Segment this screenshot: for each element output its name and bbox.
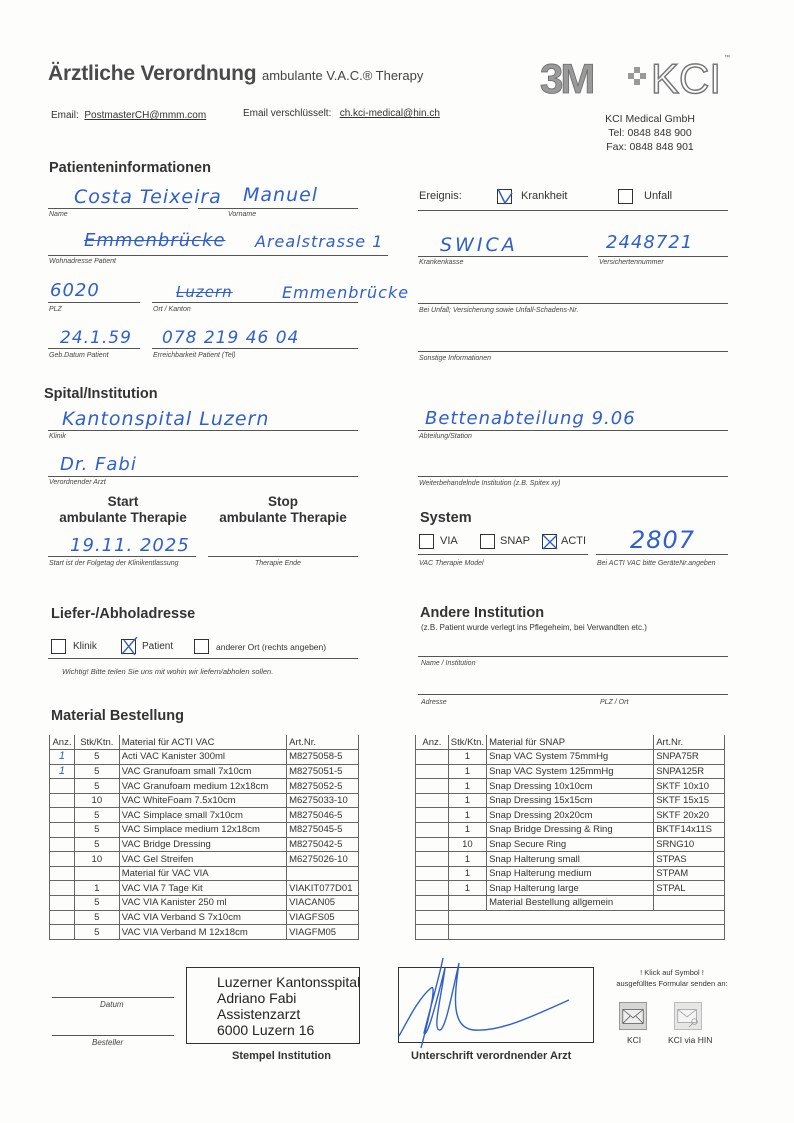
snap-table-row (416, 866, 725, 881)
3m-kci-logo-icon (538, 55, 738, 99)
patient-name-label: Name (49, 211, 68, 218)
patient-ort-label: Ort / Kanton (153, 306, 191, 313)
stop-title-line2: ambulante Therapie (219, 510, 347, 525)
form-title-main: Ärztliche Verordnung (48, 62, 257, 85)
article-number: VIAKIT077D01 (287, 881, 359, 896)
snap-table-row (416, 896, 725, 911)
send-note-1: ! Klick auf Symbol ! (640, 968, 704, 977)
patient-section-title: Patienteninformationen (49, 160, 211, 176)
patient-plz-label: PLZ (49, 306, 62, 313)
institution-section-title: Spital/Institution (44, 386, 158, 402)
material-name: VAC VIA Verband M 12x18cm (119, 925, 286, 940)
material-name: VAC WhiteFoam 7.5x10cm (119, 793, 286, 808)
material-name: VAC Simplace small 7x10cm (119, 808, 286, 823)
quantity-input[interactable] (416, 866, 449, 881)
system-acti-checkbox[interactable] (542, 534, 557, 549)
quantity-input[interactable] (50, 896, 75, 911)
start-title-line2: ambulante Therapie (59, 510, 187, 525)
delivery-other-checkbox[interactable] (194, 639, 209, 654)
stop-therapy-title (208, 494, 358, 526)
quantity-input[interactable] (50, 925, 75, 940)
material-name: Snap Bridge Dressing & Ring (487, 823, 654, 838)
material-name: Snap Dressing 10x10cm (487, 779, 654, 794)
event-krankheit-checkbox[interactable] (497, 189, 512, 204)
doctor-label: Verordnender Arzt (49, 479, 106, 486)
acti-table-row (50, 925, 359, 940)
snap-blank-row (416, 910, 725, 925)
pack-size (74, 866, 119, 881)
material-name: Snap VAC System 125mmHg (487, 764, 654, 779)
pack-size: 5 (74, 750, 119, 765)
signature-label: Unterschrift verordnender Arzt (411, 1050, 572, 1062)
patient-name-field[interactable]: Costa Teixeira (74, 186, 222, 208)
pack-size: 5 (74, 808, 119, 823)
material-name: Snap Dressing 20x20cm (487, 808, 654, 823)
article-number (654, 896, 725, 911)
delivery-title: Liefer-/Abholadresse (51, 606, 196, 622)
delivery-patient-checkbox[interactable] (121, 639, 136, 654)
delivery-note: Wichtig! Bitte teilen Sie uns mit wohin wir liefern/abholen sollen. (62, 667, 274, 676)
snap-table-row (416, 808, 725, 823)
article-number (287, 866, 359, 881)
acti-table-row (50, 881, 359, 896)
cross-mark-icon (119, 637, 139, 657)
snap-column-header: Art.Nr. (654, 735, 725, 750)
trademark: ™ (724, 55, 730, 61)
acti-table-row (50, 793, 359, 808)
system-acti-label: ACTI (561, 535, 587, 547)
pack-size: 1 (448, 764, 486, 779)
event-unfall-label: Unfall (644, 190, 673, 202)
pack-size: 1 (448, 793, 486, 808)
snap-table-row (416, 750, 725, 765)
article-number: M8275051-5 (287, 764, 359, 779)
pack-size: 10 (448, 837, 486, 852)
material-name: VAC VIA Verband S 7x10cm (119, 910, 286, 925)
acti-table-row (50, 764, 359, 779)
quantity-input[interactable] (50, 808, 75, 823)
quantity-input[interactable] (50, 852, 75, 867)
acti-column-header: Art.Nr. (287, 735, 359, 750)
department-field[interactable]: Bettenabteilung 9.06 (425, 408, 636, 429)
quantity-input[interactable] (50, 779, 75, 794)
quantity-input[interactable] (50, 823, 75, 838)
article-number: SKTF 15x15 (654, 793, 725, 808)
acti-table-row (50, 779, 359, 794)
acti-column-header: Stk/Ktn. (74, 735, 119, 750)
handwritten-quantity: 1 (58, 764, 66, 777)
date-label: Datum (100, 1000, 124, 1009)
pack-size: 10 (74, 852, 119, 867)
pack-size: 5 (74, 837, 119, 852)
device-number-field[interactable]: 2807 (630, 526, 696, 554)
material-name: Snap Halterung large (487, 881, 654, 896)
other-institution-title: Andere Institution (420, 605, 545, 621)
system-snap-checkbox[interactable] (480, 534, 495, 549)
send-kci-hin-button[interactable] (674, 1002, 702, 1030)
pack-size: 5 (74, 896, 119, 911)
material-name: Snap VAC System 75mmHg (487, 750, 654, 765)
event-unfall-checkbox[interactable] (618, 189, 633, 204)
other-institution-plz-label: PLZ / Ort (600, 699, 629, 706)
event-krankheit-label: Krankheit (521, 190, 568, 202)
quantity-input[interactable] (50, 750, 75, 765)
cross-mark-icon (540, 532, 560, 552)
quantity-input[interactable] (50, 793, 75, 808)
quantity-input[interactable] (416, 779, 449, 794)
email-row (51, 110, 206, 121)
device-number-label: Bei ACTI VAC bitte GeräteNr.angeben (597, 560, 716, 567)
acti-table-row (50, 910, 359, 925)
snap-header-row (416, 735, 725, 750)
system-title: System (420, 510, 472, 526)
other-institution-address-label: Adresse (421, 699, 447, 706)
delivery-klinik-checkbox[interactable] (51, 639, 66, 654)
system-via-label: VIA (440, 535, 458, 547)
email-encrypted-link[interactable]: ch.kci-medical@hin.ch (339, 108, 440, 119)
patient-phone-field[interactable]: 078 219 46 04 (162, 328, 300, 348)
snap-column-header: Anz. (416, 735, 449, 750)
email-encrypted-label: Email verschlüsselt: (243, 108, 332, 119)
send-kci-button[interactable] (619, 1002, 647, 1030)
send-kci-label: KCI (627, 1035, 642, 1045)
form-title (48, 62, 423, 86)
quantity-input[interactable] (50, 881, 75, 896)
material-name: Snap Halterung medium (487, 866, 654, 881)
snap-material-table (415, 735, 725, 940)
company-name: KCI Medical GmbH (605, 113, 695, 125)
follow-up-institution-label: Weiterbehandelnde Institution (z.B. Spitex xy) (419, 480, 561, 487)
insurance-field[interactable]: SWICA (440, 234, 518, 256)
acti-column-header: Material für ACTI VAC (119, 735, 286, 750)
article-number: VIAGFS05 (287, 910, 359, 925)
acti-material-table (49, 735, 359, 940)
article-number: VIACAN05 (287, 896, 359, 911)
material-name: Acti VAC Kanister 300ml (119, 750, 286, 765)
quantity-input[interactable] (416, 764, 449, 779)
pack-size: 5 (74, 910, 119, 925)
article-number: SNPA125R (654, 764, 725, 779)
quantity-input[interactable] (50, 837, 75, 852)
article-number: M6275026-10 (287, 852, 359, 867)
article-number: VIAGFM05 (287, 925, 359, 940)
send-hin-label: KCI via HIN (668, 1035, 713, 1045)
patient-birthdate-field[interactable]: 24.1.59 (60, 328, 132, 348)
company-fax: Fax: 0848 848 901 (606, 141, 694, 153)
stamp-line: 6000 Luzern 16 (217, 1022, 315, 1038)
insurance-number-label: Versichertennummer (599, 259, 664, 266)
free-text-input[interactable] (448, 910, 724, 925)
pack-size: 1 (448, 823, 486, 838)
pack-size: 10 (74, 793, 119, 808)
pack-size: 1 (448, 750, 486, 765)
material-title: Material Bestellung (51, 708, 184, 724)
other-institution-name-label: Name / Institution (421, 660, 476, 667)
article-number: M8275045-5 (287, 823, 359, 838)
snap-blank-row (416, 925, 725, 940)
company-info (590, 112, 710, 154)
acti-table-row (50, 823, 359, 838)
quantity-input[interactable] (416, 808, 449, 823)
delivery-patient-label: Patient (142, 641, 174, 652)
material-name: VAC Bridge Dressing (119, 837, 286, 852)
email-link[interactable]: PostmasterCH@mmm.com (84, 110, 207, 121)
brand-logo (538, 55, 738, 99)
patient-firstname-label: Vorname (228, 211, 257, 218)
pack-size: 5 (74, 823, 119, 838)
doctor-field[interactable]: Dr. Fabi (60, 454, 137, 475)
patient-birthdate-label: Geb.Datum Patient (49, 352, 109, 359)
send-instructions (604, 967, 740, 989)
material-name: VAC VIA Kanister 250 ml (119, 896, 286, 911)
quantity-input[interactable] (416, 925, 449, 940)
article-number: M8275052-5 (287, 779, 359, 794)
quantity-input[interactable] (50, 764, 75, 779)
accident-insurance-label: Bei Unfall; Versicherung sowie Unfall-Schadens-Nr. (419, 307, 579, 314)
article-number: M6275033-10 (287, 793, 359, 808)
stamp-line: Adriano Fabi (217, 990, 297, 1006)
company-tel: Tel: 0848 848 900 (608, 127, 692, 139)
quantity-input[interactable] (416, 910, 449, 925)
snap-table-row (416, 823, 725, 838)
stamp-line: Luzerner Kantonsspital (217, 974, 361, 990)
secure-envelope-icon (675, 1003, 701, 1029)
snap-table-row (416, 852, 725, 867)
quantity-input[interactable] (416, 823, 449, 838)
article-number: STPAS (654, 852, 725, 867)
article-number: SNPA75R (654, 750, 725, 765)
patient-phone-label: Erreichbarkeit Patient (Tel) (153, 352, 236, 359)
pack-size: 5 (74, 925, 119, 940)
pack-size: 1 (448, 881, 486, 896)
material-name: Snap Secure Ring (487, 837, 654, 852)
handwritten-quantity: 1 (58, 750, 66, 763)
pack-size: 1 (448, 779, 486, 794)
pack-size: 1 (74, 881, 119, 896)
stamp-line: Assistenzarzt (217, 1006, 301, 1022)
quantity-input[interactable] (50, 866, 75, 881)
orderer-label: Besteller (92, 1038, 124, 1047)
signature-box[interactable] (398, 967, 594, 1043)
material-name: Material für VAC VIA (119, 866, 286, 881)
snap-table-row (416, 881, 725, 896)
other-info-label: Sonstige Informationen (419, 355, 491, 362)
article-number: SRNG10 (654, 837, 725, 852)
snap-table-row (416, 764, 725, 779)
acti-table-row (50, 808, 359, 823)
insurance-label: Krankenkasse (419, 259, 464, 266)
material-name: VAC Simplace medium 12x18cm (119, 823, 286, 838)
snap-table-row (416, 779, 725, 794)
acti-table-row (50, 750, 359, 765)
patient-plz-field[interactable]: 6020 (50, 280, 100, 301)
start-date-field[interactable]: 19.11. 2025 (70, 535, 190, 556)
quantity-input[interactable] (416, 837, 449, 852)
article-number: M8275046-5 (287, 808, 359, 823)
stop-date-label: Therapie Ende (255, 560, 301, 567)
insurance-number-field[interactable]: 2448721 (606, 232, 694, 253)
material-name: Snap Dressing 15x15cm (487, 793, 654, 808)
pack-size: 5 (74, 779, 119, 794)
snap-table-row (416, 837, 725, 852)
stop-title-line1: Stop (268, 494, 298, 509)
checkmark-icon (495, 187, 515, 207)
pack-size: 1 (448, 808, 486, 823)
material-name: Material Bestellung allgemein (487, 896, 654, 911)
pack-size: 1 (448, 866, 486, 881)
material-name: VAC VIA 7 Tage Kit (119, 881, 286, 896)
article-number: STPAM (654, 866, 725, 881)
pack-size: 1 (448, 852, 486, 867)
system-snap-label: SNAP (500, 535, 530, 547)
system-via-checkbox[interactable] (419, 534, 434, 549)
signature-scribble-icon (399, 958, 595, 1058)
quantity-input[interactable] (50, 910, 75, 925)
snap-column-header: Stk/Ktn. (448, 735, 486, 750)
patient-address-field[interactable]: Arealstrasse 1 (255, 232, 384, 251)
pack-size: 5 (74, 764, 119, 779)
snap-column-header: Material für SNAP (487, 735, 654, 750)
stamp-label: Stempel Institution (232, 1050, 331, 1062)
clinic-field[interactable]: Kantonspital Luzern (62, 408, 270, 430)
delivery-other-label: anderer Ort (rechts angeben) (216, 642, 327, 652)
pack-size (448, 896, 486, 911)
article-number: M8275042-5 (287, 837, 359, 852)
svg-text:KCI: KCI (651, 55, 722, 99)
acti-table-row (50, 852, 359, 867)
patient-address-label: Wohnadresse Patient (49, 258, 116, 265)
quantity-input[interactable] (416, 881, 449, 896)
institution-stamp (186, 967, 360, 1044)
article-number: BKTF14x11S (654, 823, 725, 838)
article-number: STPAL (654, 881, 725, 896)
quantity-input[interactable] (416, 852, 449, 867)
start-therapy-title (48, 494, 198, 526)
snap-table-row (416, 793, 725, 808)
system-model-label: VAC Therapie Model (419, 560, 484, 567)
start-date-label: Start ist der Folgetag der Klinikentlassung (49, 560, 179, 567)
acti-table-row (50, 866, 359, 881)
patient-ort-field[interactable]: Emmenbrücke (282, 283, 410, 302)
event-label: Ereignis: (419, 190, 462, 202)
material-name: Snap Halterung small (487, 852, 654, 867)
material-name: VAC Gel Streifen (119, 852, 286, 867)
free-text-input[interactable] (448, 925, 724, 940)
patient-address-struck: Emmenbrücke (84, 230, 226, 251)
article-number: SKTF 10x10 (654, 779, 725, 794)
acti-table-row (50, 837, 359, 852)
article-number: SKTF 20x20 (654, 808, 725, 823)
clinic-label: Klinik (49, 433, 66, 440)
form-subtitle: ambulante V.A.C.® Therapy (262, 68, 424, 83)
other-institution-subtitle: (z.B. Patient wurde verlegt ins Pflegeheim, bei Verwandten etc.) (421, 623, 647, 632)
material-name: VAC Granufoam small 7x10cm (119, 764, 286, 779)
quantity-input[interactable] (416, 750, 449, 765)
envelope-icon (620, 1003, 646, 1029)
article-number: M8275058-5 (287, 750, 359, 765)
patient-ort-struck: Luzern (176, 283, 233, 301)
quantity-input[interactable] (416, 793, 449, 808)
acti-table-row (50, 896, 359, 911)
acti-column-header: Anz. (50, 735, 75, 750)
email-label: Email: (51, 110, 79, 121)
svg-text:3M: 3M (540, 55, 593, 99)
start-title-line1: Start (107, 494, 139, 509)
material-name: VAC Granufoam medium 12x18cm (119, 779, 286, 794)
quantity-input[interactable] (416, 896, 449, 911)
patient-firstname-field[interactable]: Manuel (243, 184, 319, 206)
email-encrypted-row (243, 108, 440, 119)
delivery-klinik-label: Klinik (73, 641, 97, 652)
acti-header-row (50, 735, 359, 750)
send-note-2: ausgefülltes Formular senden an: (616, 979, 728, 988)
department-label: Abteilung/Station (419, 433, 472, 440)
